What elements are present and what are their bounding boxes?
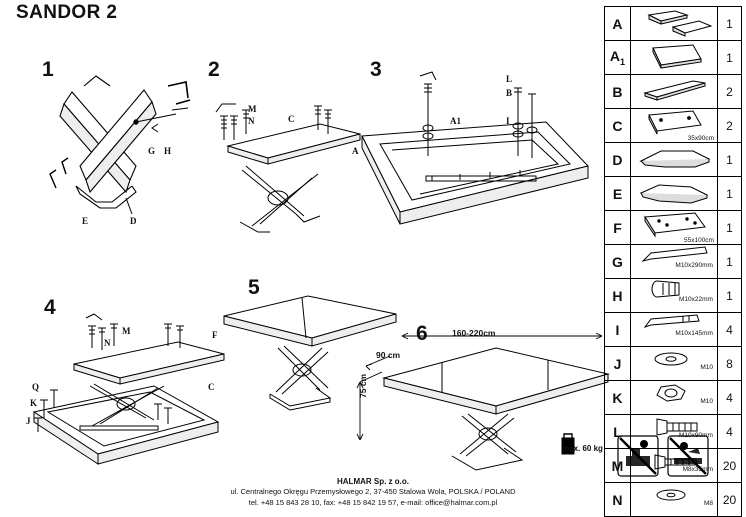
part-j-icon [631, 347, 717, 377]
part-letter: L [605, 415, 631, 449]
part-image-table-top [630, 7, 717, 41]
part-h-icon [631, 279, 717, 309]
table-row [605, 177, 742, 211]
table-row [605, 245, 742, 279]
part-image-washer-j [630, 347, 717, 381]
part-i-icon [631, 313, 717, 343]
part-letter: N [605, 483, 631, 517]
part-letter: $A_1$ [605, 41, 631, 75]
table-row [605, 279, 742, 313]
step-1-label-G: G [148, 146, 156, 156]
table-row [605, 109, 742, 143]
step-4-label-K: K [30, 398, 38, 408]
step-4-label-J: J [26, 416, 31, 426]
part-qty: 2 [717, 109, 741, 143]
step-4-label-N: N [104, 338, 111, 348]
footer-company: HALMAR Sp. z o.o. [337, 476, 409, 486]
part-caption: M10x22mm [679, 296, 713, 303]
step-3-label-L: L [506, 74, 513, 84]
part-letter: F [605, 211, 631, 245]
step-number-5: 5 [248, 276, 260, 299]
part-caption: M8x35mm [682, 466, 713, 473]
footer-address: ul. Centralnego Okręgu Przemysłowego 2, 37-450 Stalowa Wola, POLSKA / POLAND [230, 487, 516, 497]
part-letter: D [605, 143, 631, 177]
table-row [605, 75, 742, 109]
part-image-nut-k [630, 381, 717, 415]
step-number-1: 1 [42, 58, 54, 81]
dimension-depth: 90 cm [376, 350, 401, 360]
part-image-panel-35x90 [630, 109, 717, 143]
step-4-label-M: M [122, 326, 131, 336]
part-caption: M8 [703, 500, 713, 507]
table-row [605, 41, 742, 75]
part-image-bolt-h [630, 279, 717, 313]
part-caption: M10 [700, 364, 713, 371]
part-caption: M10x90mm [679, 432, 713, 439]
part-qty: 1 [717, 245, 741, 279]
table-row [605, 143, 742, 177]
part-letter: C [605, 109, 631, 143]
part-image-rail [630, 75, 717, 109]
part-letter: I [605, 313, 631, 347]
step-1-label-E: E [82, 216, 89, 226]
table-row [605, 381, 742, 415]
part-image-bolt-g [630, 245, 717, 279]
step-number-4: 4 [44, 296, 56, 319]
part-qty: 4 [717, 415, 741, 449]
part-letter: H [605, 279, 631, 313]
part-letter: J [605, 347, 631, 381]
table-row [605, 347, 742, 381]
part-qty: 4 [717, 313, 741, 347]
part-image-panel-55x100 [630, 211, 717, 245]
step-3-label-I: I [506, 116, 510, 126]
step-4-label-Q: Q [32, 382, 40, 392]
part-a-icon [631, 7, 717, 37]
table-row [605, 313, 742, 347]
assembly-steps [0, 18, 600, 458]
step-number-6: 6 [416, 322, 428, 345]
step-3-label-A: A [352, 146, 359, 156]
page-title: SANDOR 2 [16, 2, 118, 23]
part-image-foot-e [630, 177, 717, 211]
dimension-height: 75 cm [358, 373, 368, 398]
part-qty: 8 [717, 347, 741, 381]
step-2-label-N: N [248, 116, 255, 126]
part-caption: 55x100cm [683, 237, 714, 244]
part-qty: 1 [717, 143, 741, 177]
step-3-figure [340, 70, 590, 250]
footer-contact: tel. +48 15 843 28 10, fax: +48 15 842 19 57, e-mail: office@halmar.com.pl [248, 498, 498, 508]
part-image-bolt-i [630, 313, 717, 347]
part-a1-icon [631, 41, 717, 71]
part-letter: G [605, 245, 631, 279]
part-image-insert-leaf [630, 41, 717, 75]
part-qty: 4 [717, 381, 741, 415]
part-qty: 20 [717, 483, 741, 517]
step-number-2: 2 [208, 58, 220, 81]
step-3-label-B: B [506, 88, 513, 98]
part-caption: 35x90cm [687, 135, 714, 142]
table-row [605, 7, 742, 41]
part-letter: A [605, 7, 631, 41]
part-qty: 2 [717, 75, 741, 109]
max-load-label: max. 60 kg [562, 444, 603, 453]
step-1-label-H: H [164, 146, 172, 156]
part-qty: 20 [717, 449, 741, 483]
step-3-label-A1: A1 [450, 116, 461, 126]
part-letter: M [605, 449, 631, 483]
part-letter: B [605, 75, 631, 109]
part-qty: 1 [717, 7, 741, 41]
step-1-label-D: D [130, 216, 137, 226]
part-qty: 1 [717, 211, 741, 245]
part-letter: K [605, 381, 631, 415]
step-4-label-C: C [208, 382, 215, 392]
part-caption: M10x290mm [675, 262, 713, 269]
step-4-label-F: F [212, 330, 218, 340]
part-qty: 1 [717, 41, 741, 75]
part-g-icon [631, 245, 717, 275]
part-k-icon [631, 381, 717, 411]
part-qty: 1 [717, 177, 741, 211]
part-b-icon [631, 75, 717, 105]
part-caption: M10 [700, 398, 713, 405]
part-qty: 1 [717, 279, 741, 313]
footer [0, 476, 746, 509]
dimension-width: 160-220cm [452, 328, 496, 338]
table-row [605, 211, 742, 245]
part-letter: E [605, 177, 631, 211]
part-d-icon [631, 143, 717, 173]
step-number-3: 3 [370, 58, 382, 81]
part-image-foot-d [630, 143, 717, 177]
step-2-label-M: M [248, 104, 257, 114]
part-e-icon [631, 177, 717, 207]
step-2-label-C: C [288, 114, 295, 124]
part-caption: M10x145mm [675, 330, 713, 337]
